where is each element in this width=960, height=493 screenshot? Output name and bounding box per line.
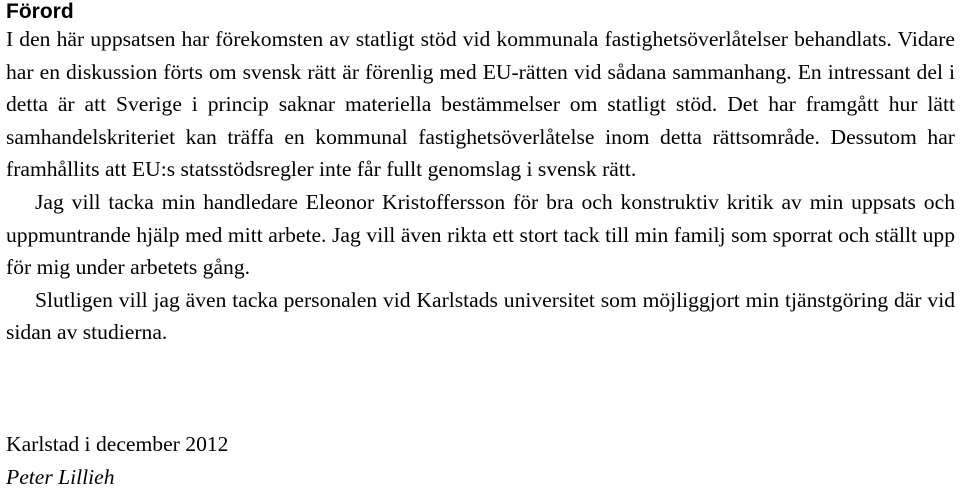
paragraph-thanks: Jag vill tacka min handledare Eleonor Kristoffersson för bra och konstruktiv kritik av min uppsats och uppmuntrande hjälp med mitt arbete. Jag vill även rikta ett stort tack till min familj som sporrat och ställt upp för mig under arbetets gång. [6, 189, 955, 280]
paragraph-intro: I den här uppsatsen har förekomsten av statligt stöd vid kommunala fastighetsöverlåtelser behandlats. Vidare har en diskussion förts om svensk rätt är förenlig med EU-rätten vid sådana sammanhang. En intressant del i detta är att Sverige i princip saknar materiella bestämmelser om statligt stöd. Det har framgått hur lätt samhandelskriteriet kan träffa en kommunal fastighetsöverlåtelse inom detta rättsområde. Dessutom har framhållits att EU:s statsstödsregler inte får fullt genomslag i svensk rätt. [6, 27, 955, 182]
place-date: Karlstad i december 2012 [6, 432, 229, 456]
paragraph-closing: Slutligen vill jag även tacka personalen vid Karlstads universitet som möjliggjort min tjänstgöring där vid sidan av studierna. [6, 287, 955, 345]
page-title: Förord [6, 0, 74, 23]
author-signature: Peter Lillieh [6, 465, 115, 489]
document-page [6, 0, 955, 489]
